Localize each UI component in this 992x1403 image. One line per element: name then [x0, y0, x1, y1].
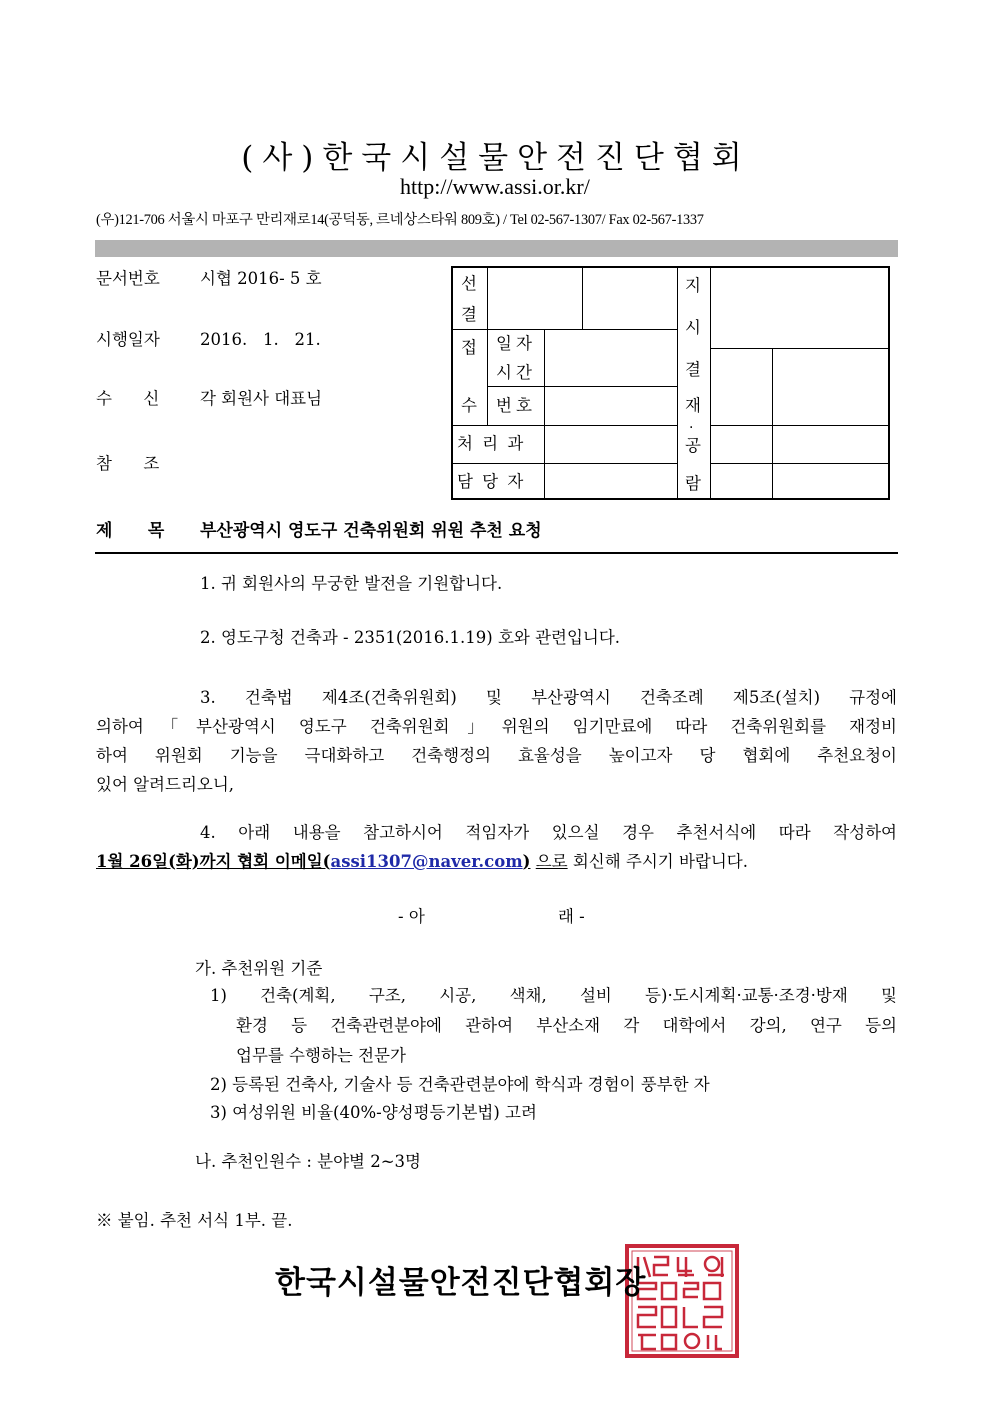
organization-url[interactable]: http://www.assi.or.kr/ — [400, 174, 590, 199]
document-number-value: 시협 2016- 5 호 — [200, 269, 322, 288]
issue-date-value: 2016. 1. 21. — [200, 330, 321, 349]
paragraph-3-line-1: 3. 건축법 제4조(건축위원회) 및 부산광역시 건축조례 제5조(설치) 규정에 — [200, 688, 897, 707]
section-b-heading: 나. 추천인원수 : 분야별 2~3명 — [195, 1152, 421, 1171]
cell-label-si: 시 — [685, 318, 701, 337]
cell-label-time: 시간 — [496, 363, 536, 382]
paragraph-3-line-2: 의하여「부산광역시 영도구 건축위원회」위원의 임기만료에 따라 건축위원회를 재정비 — [96, 717, 897, 736]
table-line — [710, 463, 888, 464]
table-line — [772, 348, 773, 498]
table-line — [487, 268, 488, 425]
email-link[interactable]: assi1307@naver.com — [330, 852, 523, 871]
criteria-1-line-2: 환경 등 건축관련분야에 관하여 부산소재 각 대학에서 강의, 연구 등의 — [236, 1016, 897, 1035]
paragraph-4-line-1: 4. 아래 내용을 참고하시어 적임자가 있으실 경우 추천서식에 따라 작성하여 — [200, 823, 897, 842]
approval-table — [451, 266, 890, 500]
criteria-3: 3) 여성위원 비율(40%-양성평등기본법) 고려 — [210, 1103, 537, 1122]
recipient-value: 각 회원사 대표님 — [200, 389, 323, 408]
header-divider-bar — [95, 240, 898, 257]
cell-label-jae: 재 — [685, 396, 701, 415]
table-line — [453, 425, 677, 426]
issue-date-row — [96, 329, 321, 351]
table-line — [677, 268, 678, 498]
cell-label-ram: 람 — [685, 474, 701, 493]
document-number-row — [96, 268, 322, 290]
recipient-row — [96, 388, 322, 410]
cell-label-gyeol2: 결 — [685, 360, 701, 379]
reference-label: 참 조 — [96, 454, 160, 473]
paragraph-3-line-4: 있어 알려드리오니, — [96, 775, 235, 794]
table-line — [710, 268, 711, 498]
subject-row — [96, 520, 542, 542]
document-number-label: 문서번호 — [96, 269, 160, 288]
paragraph-3-line-3: 하여 위원회 기능을 극대화하고 건축행정의 효율성을 높이고자 당 협회에 추천요청이 — [96, 746, 897, 765]
table-line — [710, 425, 888, 426]
subject-label: 제 목 — [96, 521, 165, 541]
email-close-paren: ) — [522, 852, 531, 871]
reply-deadline: 1월 26일(화)까지 협회 이메일( — [96, 852, 331, 871]
cell-label-jeop: 접 — [461, 338, 477, 357]
reference-row — [96, 453, 200, 475]
reply-request: 회신해 주시기 바랍니다. — [567, 852, 748, 871]
cell-label-gong: 공 — [685, 436, 701, 455]
table-line — [453, 463, 677, 464]
cell-label-processing-dept: 처 리 과 — [457, 434, 526, 453]
cell-label-gyeol: 결 — [461, 305, 477, 324]
criteria-1-line-3: 업무를 수행하는 전문가 — [236, 1046, 406, 1065]
criteria-2: 2) 등록된 건축사, 기술사 등 건축관련분야에 학식과 경험이 풍부한 자 — [210, 1075, 710, 1094]
organization-address: (우)121-706 서울시 마포구 만리재로14(공덕동, 르네상스타워 809호) / Tel 02-567-1307/ Fax 02-567-1337 — [96, 212, 704, 228]
seal-glyphs — [638, 1257, 724, 1349]
cell-label-ji: 지 — [685, 276, 701, 295]
criteria-1-line-1: 1) 건축(계획, 구조, 시공, 색채, 설비 등)·도시계획·교통·조경·방재 및 — [210, 986, 897, 1005]
paragraph-2: 2. 영도구청 건축과 - 2351(2016.1.19) 호와 관련입니다. — [200, 628, 621, 647]
recipient-label: 수 신 — [96, 389, 160, 408]
cell-label-person-in-charge: 담 당 자 — [457, 472, 526, 491]
signatory-name: 한국시설물안전진단협회장 — [275, 1265, 647, 1301]
cell-label-dot: · — [689, 420, 694, 436]
section-a-heading: 가. 추천위원 기준 — [195, 959, 323, 978]
issue-date-label: 시행일자 — [96, 330, 160, 349]
subject-value: 부산광역시 영도구 건축위원회 위원 추천 요청 — [200, 521, 542, 541]
table-line — [544, 329, 545, 498]
subject-divider — [95, 552, 898, 554]
below-heading-right: 래 - — [558, 907, 585, 926]
cell-label-number: 번호 — [496, 396, 536, 415]
cell-label-seon: 선 — [461, 274, 477, 293]
paragraph-1: 1. 귀 회원사의 무궁한 발전을 기원합니다. — [200, 574, 503, 593]
attachment-note: ※ 붙임. 추천 서식 1부. 끝. — [96, 1211, 293, 1230]
paragraph-4-line-2 — [96, 846, 748, 877]
organization-title: (사)한국시설물안전진단협회 — [241, 140, 751, 176]
reply-particle: 으로 — [535, 852, 568, 871]
cell-label-date: 일자 — [496, 334, 536, 353]
table-line — [487, 386, 677, 387]
table-line — [582, 268, 583, 329]
cell-label-su: 수 — [461, 396, 477, 415]
table-line — [710, 348, 888, 349]
below-heading-left: - 아 — [398, 907, 425, 926]
